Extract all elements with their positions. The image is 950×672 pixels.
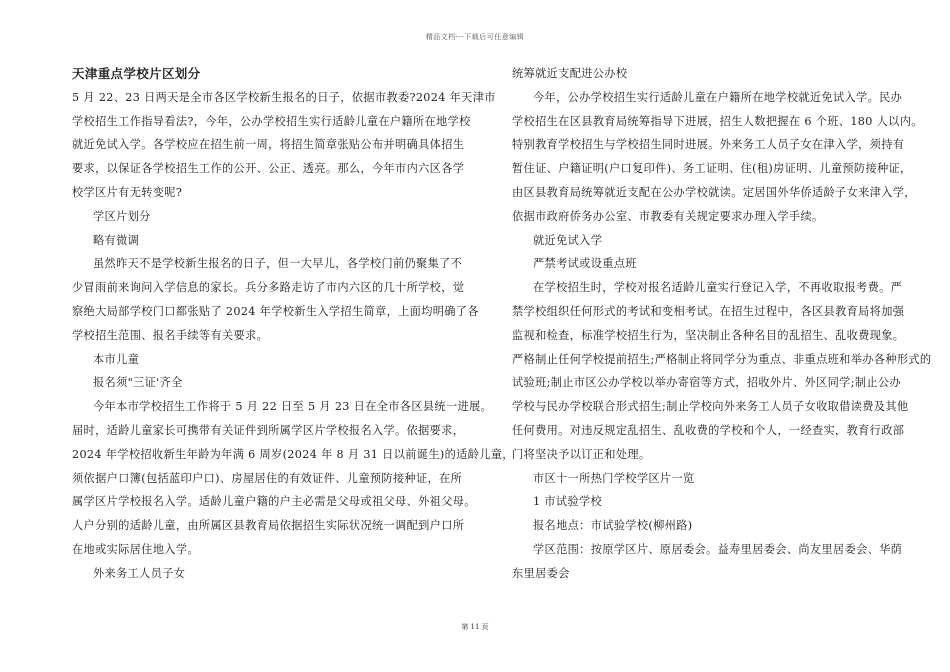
section-subheading: 报名须"三证'齐全 bbox=[93, 376, 183, 390]
list-item: 1 市试验学校 bbox=[533, 495, 603, 509]
paragraph-line: 2024 年学校招收新生年龄为年满 6 周岁(2024 年 8 月 31 日以前诞生)的适龄儿童， bbox=[72, 447, 514, 461]
paragraph-line: 学校与民办学校联合形式招生;制止学校向外来务工人员子女收取借读费及其他 bbox=[512, 400, 909, 414]
paragraph-line: 学校招生范围、报名手续等有关要求。 bbox=[72, 328, 269, 342]
paragraph-line: 学校招生工作指导看法?，今年，公办学校招生实行适龄儿童在户籍所在地学校 bbox=[72, 114, 471, 128]
section-heading: 市区十一所热门学校学区片一览 bbox=[533, 471, 695, 485]
section-subheading: 严禁考试或设重点班 bbox=[533, 257, 637, 271]
paragraph-line: 严格制止任何学校提前招生;严格制止将同学分为重点、非重点班和举办各种形式的 bbox=[512, 352, 932, 366]
paragraph-line: 须依据户口簿(包括蓝印户口)、房屋居住的有效证件、儿童预防接种证，在所 bbox=[72, 471, 463, 485]
paragraph-line: 依据市政府侨务办公室、市教委有关规定要求办理入学手续。 bbox=[512, 209, 824, 223]
paragraph-line: 在地或实际居住地入学。 bbox=[72, 542, 199, 556]
paragraph-line: 暂住证、户籍证明(户口复印件)、务工证明、住(租)房证明、儿童预防接种证， bbox=[512, 162, 912, 176]
page-number: 第 11 页 bbox=[461, 623, 489, 631]
document-title: 天津重点学校片区划分 bbox=[72, 66, 201, 81]
paragraph-line: 人户分别的适龄儿童，由所属区县教育局依据招生实际状况统一调配到户口所 bbox=[72, 519, 465, 533]
section-subheading: 略有微调 bbox=[93, 233, 140, 247]
paragraph-line: 5 月 22、23 日两天是全市各区学校新生报名的日子，依据市教委?2024 年天津市 bbox=[72, 90, 496, 104]
paragraph-line: 东里居委会 bbox=[512, 566, 570, 580]
left-column bbox=[72, 62, 514, 586]
section-subheading: 统筹就近支配进公办校 bbox=[512, 67, 628, 80]
paragraph-line: 任何费用。对违反规定乱招生、乱收费的学校和个人，一经查实，教育行政部 bbox=[512, 423, 905, 437]
paragraph-line: 少冒雨前来询问入学信息的家长。兵分多路走访了市内六区的几十所学校，觉 bbox=[72, 281, 465, 295]
paragraph-line: 届时，适龄儿童家长可携带有关证件到所属学区片学校报名入学。依据要求， bbox=[72, 423, 465, 437]
section-heading: 本市儿童 bbox=[93, 352, 140, 366]
paragraph-line: 就近免试入学。各学校应在招生前一周，将招生简章张贴公布并明确具体招生 bbox=[72, 138, 465, 152]
section-heading: 就近免试入学 bbox=[533, 233, 603, 247]
page-header-note: 精品文档---下载后可任意编辑 bbox=[425, 33, 525, 41]
paragraph-line: 属学区片学校报名入学。适龄儿童户籍的户主必需是父母或祖父母、外祖父母。 bbox=[72, 495, 476, 509]
right-column bbox=[512, 62, 932, 586]
paragraph-line: 由区县教育局统筹就近支配在公办学校就读。定居国外华侨适龄子女来津入学， bbox=[512, 185, 916, 199]
paragraph-line: 今年，公办学校招生实行适龄儿童在户籍所在地学校就近免试入学。民办 bbox=[533, 90, 903, 104]
paragraph-line: 禁学校组织任何形式的考试和变相考试。在招生过程中，各区县教育局将加强 bbox=[512, 304, 905, 318]
paragraph-line: 门将坚决予以订正和处理。 bbox=[512, 447, 651, 461]
list-item: 学区范围：按原学区片、原居委会。益寿里居委会、尚友里居委会、华荫 bbox=[533, 542, 903, 556]
paragraph-line: 特别教育学校招生与学校招生同时进展。外来务工人员子女在津入学，须持有 bbox=[512, 138, 905, 152]
paragraph-line: 学校招生在区县教育局统筹指导下进展，招生人数把握在 6 个班、180 人以内。 bbox=[512, 114, 923, 128]
paragraph-line: 要求，以保证各学校招生工作的公开、公正、透亮。那么，今年市内六区各学 bbox=[72, 162, 465, 176]
section-heading: 学区片划分 bbox=[93, 209, 151, 223]
list-item: 报名地点：市试验学校(柳州路) bbox=[533, 519, 693, 533]
paragraph-line: 虽然昨天不是学校新生报名的日子，但一大早儿，各学校门前仍聚集了不 bbox=[93, 257, 463, 271]
paragraph-line: 监视和检查，标准学校招生行为，坚决制止各种名目的乱招生、乱收费现象。 bbox=[512, 328, 905, 342]
paragraph-line: 今年本市学校招生工作将于 5 月 22 日至 5 月 23 日在全市各区县统一进展。 bbox=[93, 400, 493, 414]
paragraph-line: 在学校招生时，学校对报名适龄儿童实行登记入学，不再收取报考费。严 bbox=[533, 281, 903, 295]
paragraph-line: 试验班;制止市区公办学校以举办寄宿等方式，招收外片、外区同学;制止公办 bbox=[512, 376, 901, 390]
paragraph-line: 校学区片有无转变呢? bbox=[72, 185, 183, 199]
section-heading: 外来务工人员子女 bbox=[93, 566, 186, 580]
paragraph-line: 察绝大局部学校门口都张贴了 2024 年学校新生入学招生简章，上面均明确了各 bbox=[72, 304, 479, 318]
